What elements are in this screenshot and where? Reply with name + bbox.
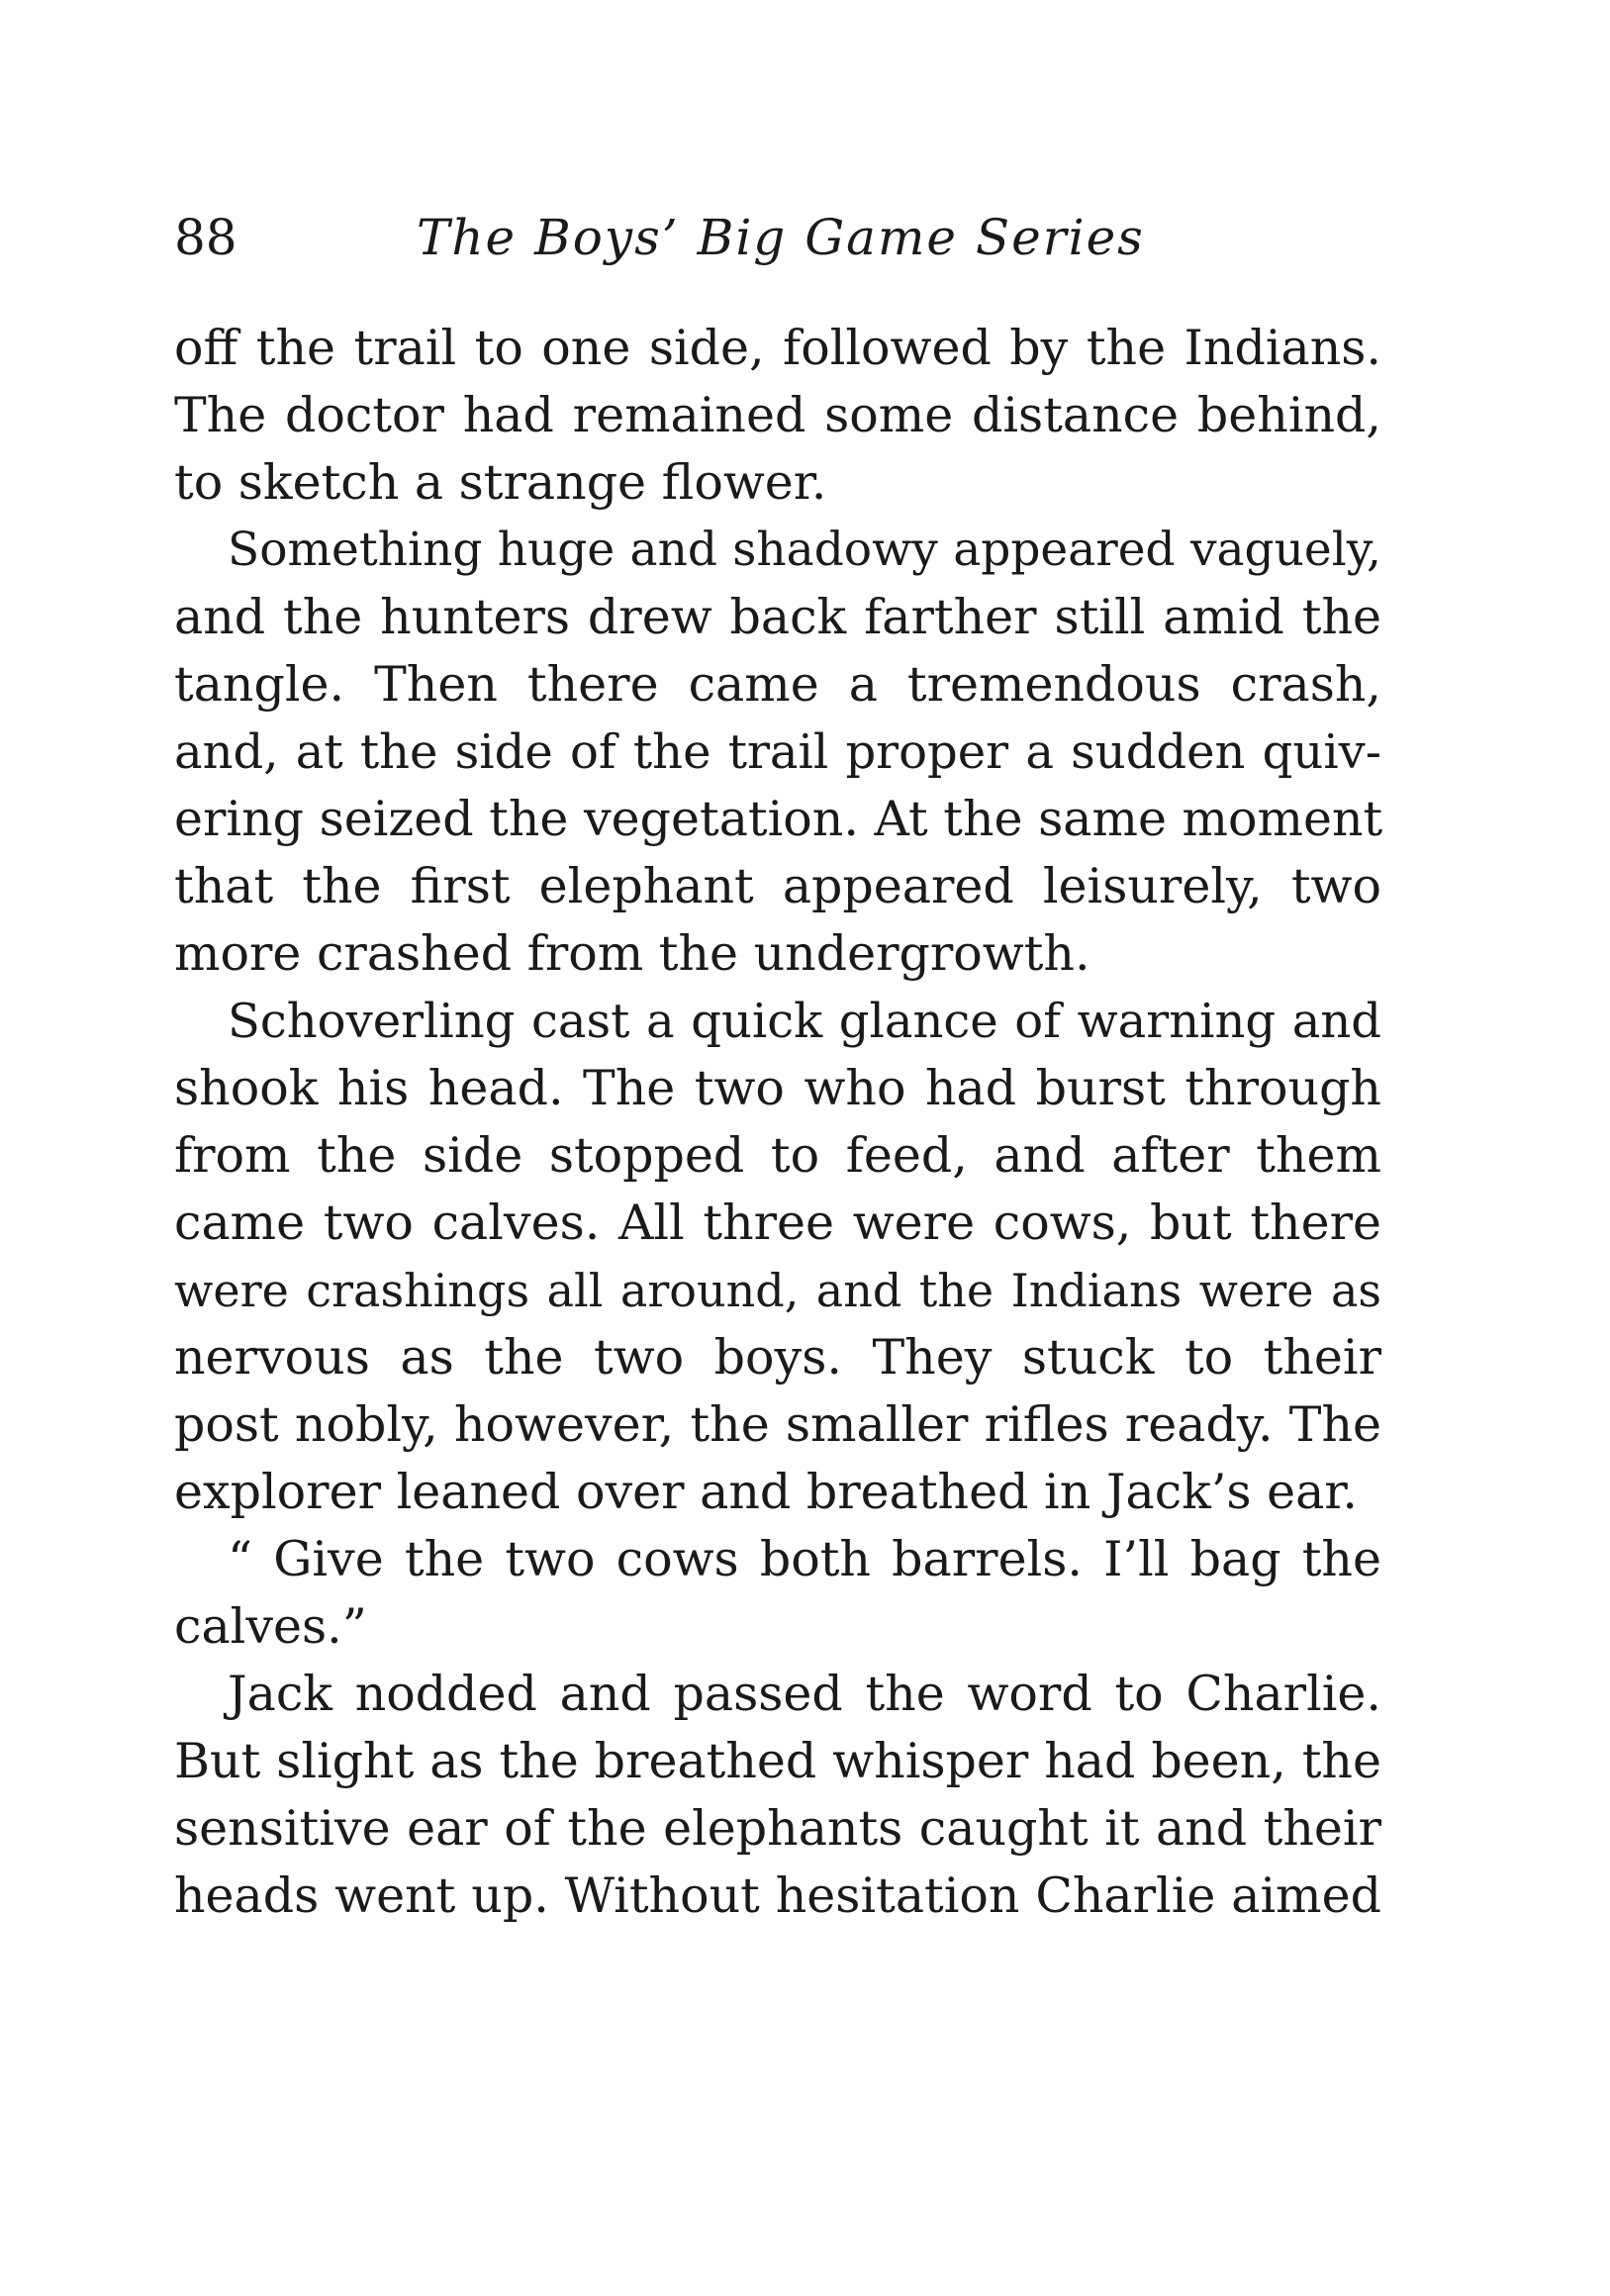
text-line: from the side stopped to feed, and after them bbox=[174, 1127, 1381, 1184]
text-line: calves.” bbox=[174, 1598, 367, 1655]
text-line: nervous as the two boys. They stuck to their bbox=[174, 1329, 1381, 1386]
text-line: and, at the side of the trail proper a sudden quiv- bbox=[174, 724, 1381, 780]
text-line: that the first elephant appeared leisurely, two bbox=[174, 858, 1381, 914]
text-line: were crashings all around, and the Indians were as bbox=[174, 1264, 1381, 1317]
text-line: The doctor had remained some distance behind, bbox=[174, 387, 1381, 443]
text-line: heads went up. Without hesitation Charlie aimed bbox=[174, 1867, 1381, 1924]
body-text bbox=[174, 315, 1381, 1930]
text-line: shook his head. The two who had burst through bbox=[174, 1060, 1381, 1116]
text-line: Jack nodded and passed the word to Charlie. bbox=[228, 1666, 1381, 1722]
text-line: tangle. Then there came a tremendous crash, bbox=[174, 656, 1381, 713]
text-line: post nobly, however, the smaller rifles ready. The bbox=[174, 1396, 1381, 1453]
text-line: ering seized the vegetation. At the same moment bbox=[174, 791, 1383, 847]
page-header bbox=[174, 208, 1381, 267]
text-line: off the trail to one side, followed by the Indians. bbox=[174, 320, 1381, 376]
text-line: But slight as the breathed whisper had been, the bbox=[174, 1733, 1381, 1789]
text-line: sensitive ear of the elephants caught it and their bbox=[174, 1800, 1381, 1857]
text-line: to sketch a strange flower. bbox=[174, 454, 827, 511]
page-number: 88 bbox=[174, 209, 237, 266]
text-line: Schoverling cast a quick glance of warning and bbox=[228, 994, 1381, 1049]
text-line: more crashed from the undergrowth. bbox=[174, 925, 1090, 982]
text-line: explorer leaned over and breathed in Jack’s ear. bbox=[174, 1464, 1358, 1520]
running-title: The Boys’ Big Game Series bbox=[417, 209, 1145, 266]
text-line: and the hunters drew back farther still amid the bbox=[174, 589, 1381, 645]
text-line: “ Give the two cows both barrels. I’ll bag the bbox=[228, 1531, 1381, 1587]
text-line: Something huge and shadowy appeared vaguely, bbox=[228, 523, 1381, 577]
text-line: came two calves. All three were cows, but there bbox=[174, 1195, 1381, 1251]
